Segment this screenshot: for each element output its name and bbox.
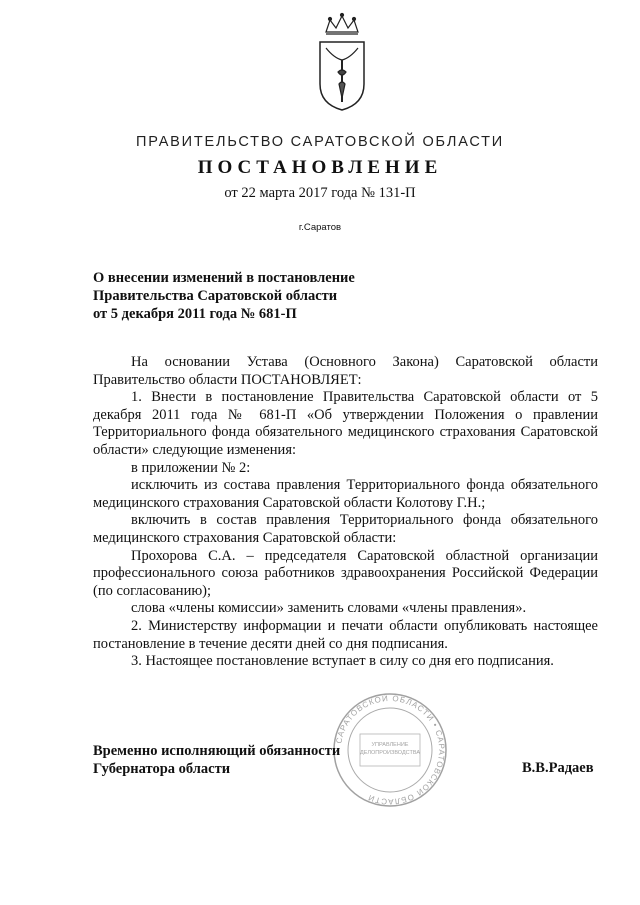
body-paragraph: исключить из состава правления Территориального фонда обязательного медицинского страхования Саратовской области Колотову Г.Н.; — [93, 477, 598, 511]
document-date-number: от 22 марта 2017 года № 131-П — [224, 185, 416, 201]
government-name: ПРАВИТЕЛЬСТВО САРАТОВСКОЙ ОБЛАСТИ — [135, 134, 505, 150]
body-paragraph: Прохорова С.А. – председателя Саратовской областной организации профессионального союза работников здравоохранения Российской Федерации (по согласованию); — [93, 547, 598, 599]
subject-line: О внесении изменений в постановление — [93, 270, 355, 286]
body-paragraph: 2. Министерству информации и печати области опубликовать настоящее постановление в течение десяти дней со дня подписания. — [93, 617, 598, 652]
signatory-name: В.В.Радаев — [522, 760, 594, 776]
body-paragraph: 3. Настоящее постановление вступает в силу со дня его подписания. — [131, 653, 554, 670]
document-subject — [93, 269, 355, 323]
body-paragraph: На основании Устава (Основного Закона) Саратовской области Правительство области ПОСТАНОВЛЯЕТ: — [93, 354, 598, 388]
svg-text:САРАТОВСКОЙ ОБЛАСТИ • САРАТОВС: САРАТОВСКОЙ ОБЛАСТИ • САРАТОВСКОЙ ОБЛАСТИ — [334, 693, 447, 807]
document-body — [93, 354, 598, 671]
subject-line: Правительства Саратовской области — [93, 288, 338, 304]
svg-text:ДЕЛОПРОИЗВОДСТВА: ДЕЛОПРОИЗВОДСТВА — [359, 750, 421, 756]
coat-of-arms-emblem — [312, 12, 372, 112]
svg-text:УПРАВЛЕНИЕ: УПРАВЛЕНИЕ — [371, 742, 409, 748]
signatory-position-line: Губернатора области — [93, 761, 231, 777]
document-city: г.Саратов — [298, 222, 342, 233]
body-paragraph: 1. Внести в постановление Правительства Саратовской области от 5 декабря 2011 года № 681-П «Об утверждении Положения о правлении Территориального фонда обязательного медицинского страхования Саратовской области» следующие изменения: — [93, 389, 598, 458]
subject-line: от 5 декабря 2011 года № 681-П — [93, 306, 297, 322]
body-paragraph: слова «члены комиссии» заменить словами «члены правления». — [131, 600, 527, 617]
official-stamp — [330, 690, 450, 810]
signatory-position-line: Временно исполняющий обязанности — [93, 743, 341, 759]
body-paragraph: в приложении № 2: — [131, 459, 251, 476]
body-paragraph: включить в состав правления Территориального фонда обязательного медицинского страхования Саратовской области: — [93, 512, 598, 546]
signatory-position — [93, 742, 340, 778]
document-type-title: ПОСТАНОВЛЕНИЕ — [197, 157, 443, 178]
